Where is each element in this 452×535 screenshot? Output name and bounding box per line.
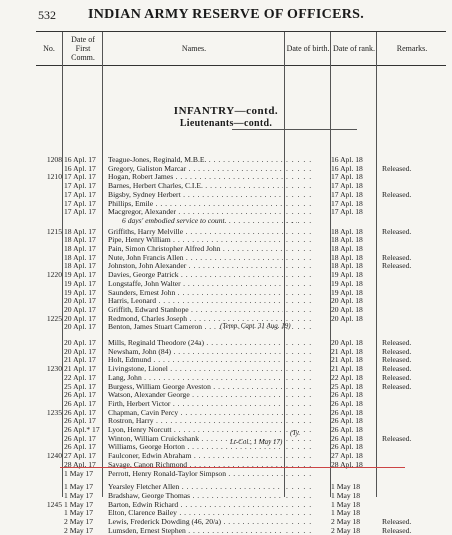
table-row [0, 526, 452, 535]
birth-date [286, 390, 330, 399]
table-row [0, 261, 452, 270]
table-row [0, 517, 452, 526]
page-header [0, 8, 452, 24]
rank-date: 16 Apl. 18 [331, 163, 363, 173]
first-comm-date: 26 Apl. 17 [64, 442, 96, 452]
birth-date [286, 408, 330, 417]
rank-date: 17 Apl. 18 [331, 189, 363, 199]
officer-name: 6 days' embodied service to count. . . . [122, 216, 297, 225]
officer-name: Yearsley Fletcher Allen . . . [108, 482, 283, 491]
remarks: Released. [382, 338, 412, 347]
remarks: Released. [382, 346, 412, 356]
rank-date: 1 May 18 [331, 508, 361, 518]
officer-name: Livingstone, Lionel . . . [108, 364, 283, 373]
rank-date: 18 Apl. 18 [331, 226, 363, 236]
first-comm-date: 19 Apl. 17 [64, 278, 96, 288]
rank-date: 16 Apl. 18 [331, 155, 363, 164]
table-row [0, 207, 452, 216]
divider [376, 32, 377, 65]
table-row [0, 288, 452, 297]
birth-date [286, 491, 330, 500]
rank-date: 25 Apl. 18 [331, 381, 363, 391]
remarks: Released. [382, 381, 412, 391]
first-comm-date: 19 Apl. 17 [64, 287, 96, 297]
first-comm-date: 16 Apl. 17 [64, 155, 96, 164]
rank-date: 17 Apl. 18 [331, 207, 363, 217]
first-comm-date: 26 Apl. 17 [64, 390, 96, 400]
officer-name: Firth, Herbert Victor . . . [108, 399, 283, 408]
first-comm-date: 17 Apl. 17 [64, 198, 96, 208]
divider [330, 32, 331, 65]
officer-name: Teague-Jones, Reginald, M.B.E. . . . [108, 155, 283, 164]
birth-date [286, 373, 330, 382]
benton-note: (Temp. Capt. 31 Aug. 19) [220, 322, 291, 330]
first-comm-date: 1 May 17 [64, 499, 94, 509]
col-remarks: Remarks. [396, 44, 428, 53]
table-row [0, 364, 452, 373]
officer-name: Holt, Edmund . . . [108, 355, 283, 364]
remarks: Released. [382, 355, 412, 365]
rank-date: 19 Apl. 18 [331, 278, 363, 288]
entry-number: 1210 [46, 172, 62, 182]
birth-date [286, 322, 330, 331]
col-names: Names. [181, 44, 207, 53]
first-comm-date: 27 Apl. 17 [64, 451, 96, 461]
remarks: Released. [382, 226, 412, 236]
entry-number: 1215 [46, 226, 62, 236]
table-row [0, 279, 452, 288]
remarks: Released. [382, 372, 412, 382]
table-row [0, 355, 452, 364]
remarks: Released. [382, 261, 412, 271]
birth-date [286, 253, 330, 262]
rank-date: 1 May 18 [331, 490, 361, 500]
first-comm-date: 20 Apl. 17 [64, 304, 96, 314]
rank-date: 27 Apl. 18 [331, 451, 363, 461]
table-row [0, 451, 452, 460]
first-comm-date: 18 Apl. 17 [64, 261, 96, 271]
birth-date [286, 216, 330, 225]
officer-name: Hogan, Robert James . . . [108, 172, 283, 181]
subsection-rule [232, 129, 357, 130]
first-comm-date: 18 Apl. 17 [64, 226, 96, 236]
officer-name: Longstaffe, John Walter . . . [108, 279, 283, 288]
table-row [0, 181, 452, 190]
birth-date [286, 199, 330, 208]
officer-name: Lang, John . . . [108, 373, 283, 382]
officer-name: Elton, Clarence Bailey . . . [108, 508, 283, 517]
table-row [0, 434, 452, 443]
first-comm-date: 26 Apl. 17 [64, 407, 96, 417]
table-row [0, 399, 452, 408]
divider [62, 32, 63, 65]
officer-name: Griffith, Edward Stanhope . . . [108, 305, 283, 314]
first-comm-date: 21 Apl. 17 [64, 355, 96, 365]
officer-name: Saunders, Ernest John . . . [108, 288, 283, 297]
officer-name: Redmond, Charles Joseph . . . [108, 314, 283, 323]
table-row [0, 199, 452, 208]
rank-date: 20 Apl. 18 [331, 304, 363, 314]
entry-number: 1240 [46, 451, 62, 461]
table-row [0, 338, 452, 347]
entry-number: 1208 [46, 155, 62, 164]
officer-name: Nute, John Francis Allen . . . [108, 253, 283, 262]
col-dob: Date of birth. [286, 44, 330, 53]
red-annotation-line [60, 467, 405, 468]
rank-date: 2 May 18 [331, 525, 361, 535]
first-comm-date: 17 Apl. 17 [64, 189, 96, 199]
birth-date [286, 451, 330, 460]
first-comm-date: 26 Apl. 17 [64, 398, 96, 408]
first-comm-date: 20 Apl. 17 [64, 313, 96, 323]
officer-name: Macgregor, Alexander . . . [108, 207, 283, 216]
table-row [0, 190, 452, 199]
birth-date [286, 508, 330, 517]
rank-date: 26 Apl. 18 [331, 407, 363, 417]
birth-date [286, 517, 330, 526]
officer-name: Bradshaw, George Thomas . . . [108, 491, 283, 500]
divider [102, 32, 103, 65]
birth-date [286, 347, 330, 356]
first-comm-date: 26 Apl. 17 [64, 433, 96, 443]
table-header [36, 31, 446, 66]
table-row [0, 244, 452, 253]
officer-name: Griffiths, Harry Melville . . . [108, 227, 283, 236]
officer-name: Savage, Canon Richmond . . . [108, 460, 283, 469]
first-comm-date: 19 Apl. 17 [64, 270, 96, 280]
birth-date [286, 261, 330, 270]
rank-date: 17 Apl. 18 [331, 198, 363, 208]
remarks: Released. [382, 433, 412, 443]
page-number: 532 [38, 8, 56, 22]
rank-date: 1 May 18 [331, 482, 361, 492]
table-row [0, 235, 452, 244]
officer-name: Gregory, Galiston Marcar . . . [108, 164, 283, 173]
birth-date [286, 270, 330, 279]
officer-name: Davies, George Patrick . . . [108, 270, 283, 279]
officer-name: Mills, Reginald Theodore (24a) . . . [108, 338, 283, 347]
rank-date: 26 Apl. 18 [331, 442, 363, 452]
first-comm-date: 26 Apl. 17 [64, 416, 96, 426]
rank-date: 20 Apl. 18 [331, 338, 363, 347]
rank-date: 19 Apl. 18 [331, 287, 363, 297]
officer-name: Perrott, Henry Ronald-Taylor Simpson . . . [108, 469, 283, 478]
table-row [0, 469, 452, 478]
remarks: Released. [382, 517, 412, 526]
entry-number: 1235 [46, 407, 62, 417]
birth-date [286, 279, 330, 288]
rank-date: 26 Apl. 18 [331, 390, 363, 400]
birth-date [286, 416, 330, 425]
first-comm-date: 17 Apl. 17 [64, 181, 96, 191]
col-rank: Date of rank. [333, 44, 375, 53]
rank-date: 26 Apl. 18 [331, 416, 363, 426]
birth-date [286, 164, 330, 173]
birth-date [286, 500, 330, 509]
entry-number: 1245 [46, 499, 62, 509]
rank-date: 2 May 18 [331, 517, 361, 526]
officer-name: Winton, William Cruickshank . . . [108, 434, 283, 443]
officer-name: Pipe, Henry William . . . [108, 235, 283, 244]
birth-date [286, 207, 330, 216]
first-comm-date: 18 Apl. 17 [64, 235, 96, 245]
rank-date: 26 Apl. 18 [331, 433, 363, 443]
officer-name: Phillips, Emile . . . [108, 199, 283, 208]
rank-date: 17 Apl. 18 [331, 181, 363, 191]
remarks: Released. [382, 189, 412, 199]
table-row [0, 164, 452, 173]
table-row [0, 227, 452, 236]
birth-date [286, 314, 330, 323]
table-row [0, 253, 452, 262]
rank-date: 21 Apl. 18 [331, 355, 363, 365]
birth-date [286, 296, 330, 305]
table-row [0, 172, 452, 181]
table-row [0, 491, 452, 500]
officer-name: Harris, Leonard . . . [108, 296, 283, 305]
birth-date [286, 227, 330, 236]
birth-date [286, 442, 330, 451]
officer-name: Watson, Alexander George . . . [108, 390, 283, 399]
table-row [0, 408, 452, 417]
first-comm-date: 20 Apl. 17 [64, 296, 96, 306]
remarks: Released. [382, 525, 412, 535]
section-heading: INFANTRY—contd. [173, 105, 279, 117]
birth-date [286, 190, 330, 199]
officer-name: Newsham, John (84) . . . [108, 347, 283, 356]
table-row [0, 390, 452, 399]
birth-date [286, 526, 330, 535]
table-row [0, 508, 452, 517]
birth-date [286, 181, 330, 190]
table-row [0, 270, 452, 279]
col-first-comm: Date of First Comm. [71, 35, 95, 62]
table-row [0, 216, 452, 225]
rank-date: 21 Apl. 18 [331, 346, 363, 356]
first-comm-date: 22 Apl. 17 [64, 372, 96, 382]
first-comm-date: 20 Apl. 17 [64, 338, 96, 347]
entry-number: 1225 [46, 313, 62, 323]
officer-name: Barton, Edwin Richard . . . [108, 500, 283, 509]
birth-date [286, 235, 330, 244]
rank-date: 17 Apl. 18 [331, 172, 363, 182]
table-row [0, 382, 452, 391]
birth-date [286, 155, 330, 164]
birth-date [286, 288, 330, 297]
first-comm-date: 2 May 17 [64, 525, 94, 535]
table-row [0, 155, 452, 164]
rank-date: 21 Apl. 18 [331, 364, 363, 374]
first-comm-date: 20 Apl. 17 [64, 346, 96, 356]
officer-name: Barnes, Herbert Charles, C.I.E. . . . [108, 181, 283, 190]
rank-date: 26 Apl. 18 [331, 398, 363, 408]
rank-date: 19 Apl. 18 [331, 270, 363, 280]
remarks: Released. [382, 364, 412, 374]
entry-number: 1220 [46, 270, 62, 280]
first-comm-date: 25 Apl. 17 [64, 381, 96, 391]
rank-date: 28 Apl. 18 [331, 459, 363, 469]
officer-name: Burgess, William George Aveston . . . [108, 382, 283, 391]
officer-name: Lewis, Frederick Dowding (46, 20/a) . . . [108, 517, 283, 526]
subsection-heading: Lieutenants—contd. [179, 118, 273, 129]
table-row [0, 500, 452, 509]
first-comm-date: 16 Apl. 17 [64, 163, 96, 173]
first-comm-date: 2 May 17 [64, 517, 94, 526]
table-row [0, 416, 452, 425]
table-row [0, 296, 452, 305]
rank-date: 20 Apl. 18 [331, 313, 363, 323]
table-row [0, 373, 452, 382]
birth-date [286, 338, 330, 347]
table-row [0, 482, 452, 491]
rank-date: 22 Apl. 18 [331, 372, 363, 382]
officer-name: Lumsden, Ernest Stephen . . . [108, 526, 283, 535]
rank-date: 20 Apl. 18 [331, 296, 363, 306]
perrott-note-2: Lt-Col., 1 May 17) [230, 438, 283, 446]
remarks: Released. [382, 163, 412, 173]
first-comm-date: 28 Apl. 17 [64, 459, 96, 469]
birth-date [286, 305, 330, 314]
officer-name: Rostron, Harry . . . [108, 416, 283, 425]
divider [284, 32, 285, 65]
officer-name: Pain, Simon Christopher Alfred John . . . [108, 244, 283, 253]
first-comm-date: 18 Apl. 17 [64, 252, 96, 262]
first-comm-date: 21 Apl. 17 [64, 364, 96, 374]
first-comm-date: 1 May 17 [64, 482, 94, 492]
officer-name: Chapman, Cavin Percy . . . [108, 408, 283, 417]
birth-date [286, 172, 330, 181]
first-comm-date: 17 Apl. 17 [64, 207, 96, 217]
officer-name: Williams, George Horton . . . [108, 442, 283, 451]
rank-date: 26 Apl. 18 [331, 425, 363, 434]
perrott-note-1: (Ty. [290, 429, 301, 437]
birth-date [286, 469, 330, 478]
first-comm-date: 1 May 17 [64, 508, 94, 518]
officer-name: Faulconer, Edwin Abraham . . . [108, 451, 283, 460]
rank-date: 18 Apl. 18 [331, 244, 363, 253]
officer-name: Lyon, Henry Norcutt . . . [108, 425, 283, 434]
rank-date: 18 Apl. 18 [331, 261, 363, 271]
first-comm-date: 20 Apl. 17 [64, 322, 96, 332]
birth-date [286, 244, 330, 253]
rank-date: 18 Apl. 18 [331, 252, 363, 262]
birth-date [286, 382, 330, 391]
table-row [0, 442, 452, 451]
officer-name: Benton, James Stuart Cameron . . . [108, 322, 283, 331]
birth-date [286, 399, 330, 408]
rank-date: 1 May 18 [331, 499, 361, 509]
col-no: No. [43, 44, 55, 53]
remarks: Released. [382, 252, 412, 262]
first-comm-date: 17 Apl. 17 [64, 172, 96, 182]
first-comm-date: 26 Apl.* 17 [64, 425, 100, 434]
first-comm-date: 18 Apl. 17 [64, 244, 96, 253]
first-comm-date: 1 May 17 [64, 490, 94, 500]
birth-date [286, 482, 330, 491]
table-row [0, 305, 452, 314]
birth-date [286, 364, 330, 373]
first-comm-date: 1 May 17 [64, 468, 94, 478]
table-row [0, 347, 452, 356]
page-title: INDIAN ARMY RESERVE OF OFFICERS. [87, 7, 365, 22]
officer-name: Bigsby, Sydney Herbert . . . [108, 190, 283, 199]
officer-name: Johnston, John Alexander . . . [108, 261, 283, 270]
entry-number: 1230 [46, 364, 62, 374]
birth-date [286, 355, 330, 364]
rank-date: 18 Apl. 18 [331, 235, 363, 245]
table-row [0, 425, 452, 434]
